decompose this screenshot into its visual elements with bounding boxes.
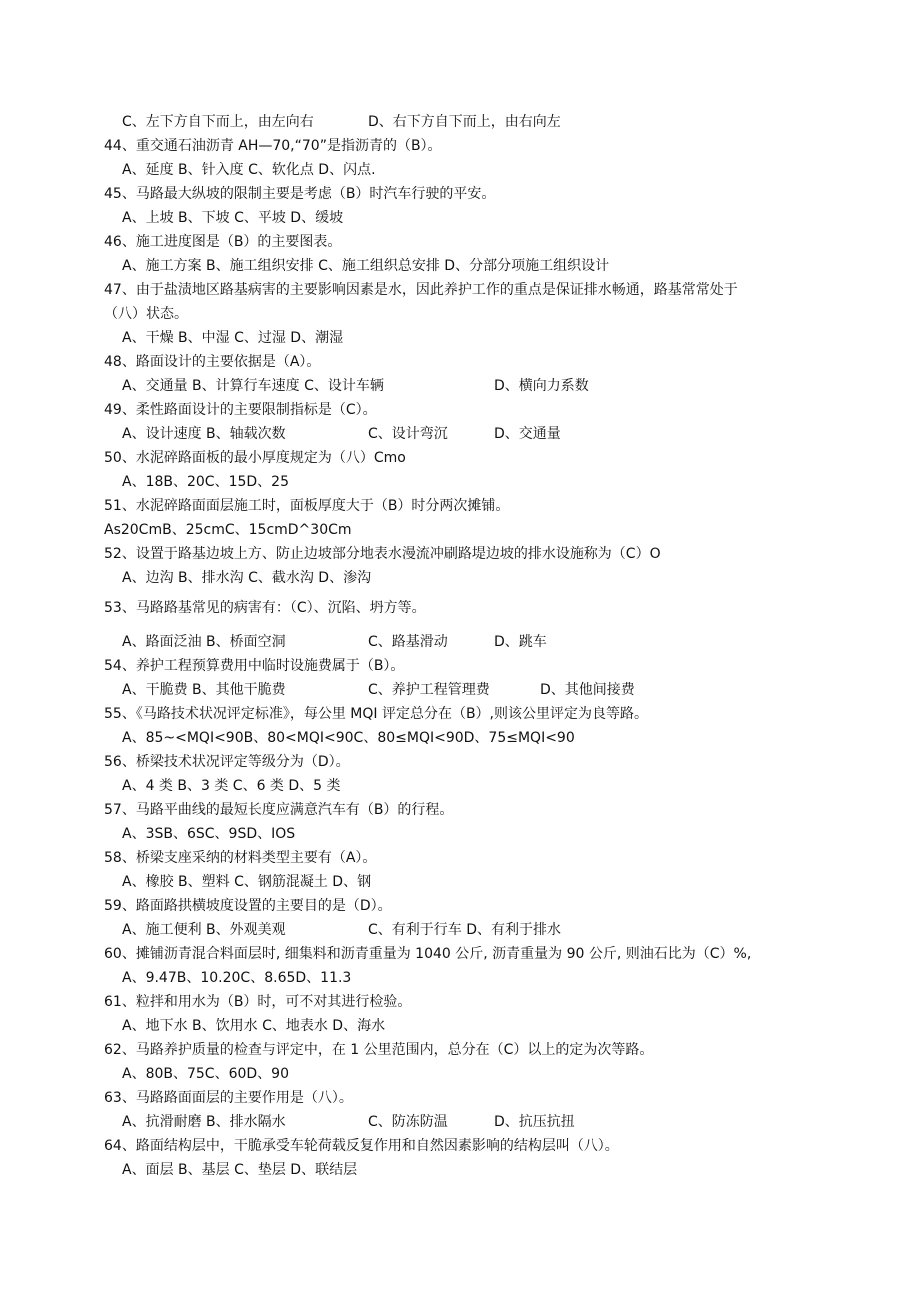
answer-options (122, 376, 902, 396)
answer-options (122, 256, 902, 276)
question-text: 44、重交通石油沥青 AH—70,“70”是指沥青的（B）。 (104, 138, 442, 154)
answer-options (122, 328, 902, 348)
question-text: 56、桥梁技术状况评定等级分为（D）。 (104, 754, 350, 770)
option-group: A、干燥 B、中湿 C、过湿 D、潮湿 (122, 330, 344, 346)
option-group: A、80B、75C、60D、90 (122, 1066, 289, 1082)
option-group: D、跳车 (494, 634, 547, 650)
option-group: A、4 类 B、3 类 C、6 类 D、5 类 (122, 778, 341, 794)
option-group: A、干脆费 B、其他干脆费 (122, 682, 286, 698)
question-text: 62、马路养护质量的检查与评定中，在 1 公里范围内，总分在（C）以上的定为次等路。 (104, 1042, 654, 1058)
question-text: 63、马路路面面层的主要作用是（八）。 (104, 1090, 353, 1106)
answer-options (122, 776, 902, 796)
question-text: 49、柔性路面设计的主要限制指标是（C）。 (104, 402, 377, 418)
question-text: 59、路面路拱横坡度设置的主要目的是（D）。 (104, 898, 392, 914)
option-group: A、施工便利 B、外观美观 (122, 922, 286, 938)
option-group: A、3SB、6SC、9SD、IOS (122, 826, 296, 842)
question-text: 61、粒拌和用水为（B）时，可不对其进行检验。 (104, 994, 412, 1010)
question-text: 60、摊铺沥青混合料面层时, 细集料和沥青重量为 1040 公斤, 沥青重量为 90 公斤, 则油石比为（C）%, (104, 946, 752, 962)
answer-options (122, 1160, 902, 1180)
question-text: 50、水泥碎路面板的最小厚度规定为（八）Cmo (104, 450, 406, 466)
answer-options (122, 1016, 902, 1036)
answer-options (122, 728, 902, 748)
option-group: D、右下方自下而上，由右向左 (368, 114, 561, 130)
option-group: A、上坡 B、下坡 C、平坡 D、缓坡 (122, 210, 344, 226)
option-group: C、防冻防温 (368, 1114, 448, 1130)
option-group: D、其他间接费 (540, 682, 635, 698)
answer-options (122, 472, 902, 492)
question-continuation: （八）状态。 (104, 306, 188, 322)
answer-options (122, 112, 902, 132)
option-group: A、18B、20C、15D、25 (122, 474, 289, 490)
option-group: A、橡胶 B、塑料 C、钢筋混凝土 D、钢 (122, 874, 372, 890)
option-group: D、横向力系数 (494, 378, 589, 394)
option-group: A、交通量 B、计算行车速度 C、设计车辆 (122, 378, 384, 394)
question-text: 47、由于盐渍地区路基病害的主要影响因素是水，因此养护工作的重点是保证排水畅通，路基常常处于 (104, 282, 738, 298)
answer-options (122, 1112, 902, 1132)
option-group: A、路面泛油 B、桥面空洞 (122, 634, 286, 650)
question-text: 53、马路路基常见的病害有：（C）、沉陷、坍方等。 (104, 600, 426, 616)
option-group: C、左下方自下而上，由左向右 (122, 114, 314, 130)
answer-options (122, 424, 902, 444)
option-group: C、有利于行车 D、有利于排水 (368, 922, 562, 938)
option-group: C、路基滑动 (368, 634, 448, 650)
option-group: D、交通量 (494, 426, 561, 442)
answer-options (122, 568, 902, 588)
option-group: C、养护工程管理费 (368, 682, 490, 698)
question-text: 52、设置于路基边坡上方、防止边坡部分地表水漫流冲刷路堤边坡的排水设施称为（C）O (104, 546, 661, 562)
question-text: As20CmB、25cmC、15cmD^30Cm (104, 522, 352, 538)
option-group: A、施工方案 B、施工组织安排 C、施工组织总安排 D、分部分项施工组织设计 (122, 258, 610, 274)
answer-options (122, 968, 902, 988)
question-text: 57、马路平曲线的最短长度应满意汽车有（B）的行程。 (104, 802, 454, 818)
option-group: A、设计速度 B、轴载次数 (122, 426, 286, 442)
question-text: 48、路面设计的主要依据是（A）。 (104, 354, 321, 370)
answer-options (122, 824, 902, 844)
question-text: 46、施工进度图是（B）的主要图表。 (104, 234, 342, 250)
option-group: A、9.47B、10.20C、8.65D、11.3 (122, 970, 352, 986)
option-group: A、边沟 B、排水沟 C、截水沟 D、渗沟 (122, 570, 372, 586)
question-text: 45、马路最大纵坡的限制主要是考虑（B）时汽车行驶的平安。 (104, 186, 496, 202)
option-group: A、85~<MQI<90B、80<MQI<90C、80≤MQI<90D、75≤MQI<90 (122, 730, 575, 746)
answer-options (122, 632, 902, 652)
answer-options (122, 160, 902, 180)
answer-options (122, 920, 902, 940)
answer-options (122, 1064, 902, 1084)
option-group: A、抗滑耐磨 B、排水隔水 (122, 1114, 286, 1130)
question-text: 58、桥梁支座采纳的材料类型主要有（A）。 (104, 850, 377, 866)
option-group: A、地下水 B、饮用水 C、地表水 D、海水 (122, 1018, 386, 1034)
answer-options (122, 680, 902, 700)
option-group: C、设计弯沉 (368, 426, 448, 442)
option-group: D、抗压抗扭 (494, 1114, 575, 1130)
option-group: A、延度 B、针入度 C、软化点 D、闪点. (122, 162, 376, 178)
question-text: 51、水泥碎路面面层施工时，面板厚度大于（B）时分两次摊铺。 (104, 498, 510, 514)
question-text: 54、养护工程预算费用中临时设施费属于（B）。 (104, 658, 405, 674)
answer-options (122, 872, 902, 892)
question-text: 55、《马路技术状况评定标准》，每公里 MQI 评定总分在（B）,则该公里评定为良等路。 (104, 706, 648, 722)
option-group: A、面层 B、基层 C、垫层 D、联结层 (122, 1162, 358, 1178)
answer-options (122, 208, 902, 228)
question-text: 64、路面结构层中，干脆承受车轮荷载反复作用和自然因素影响的结构层叫（八）。 (104, 1138, 619, 1154)
